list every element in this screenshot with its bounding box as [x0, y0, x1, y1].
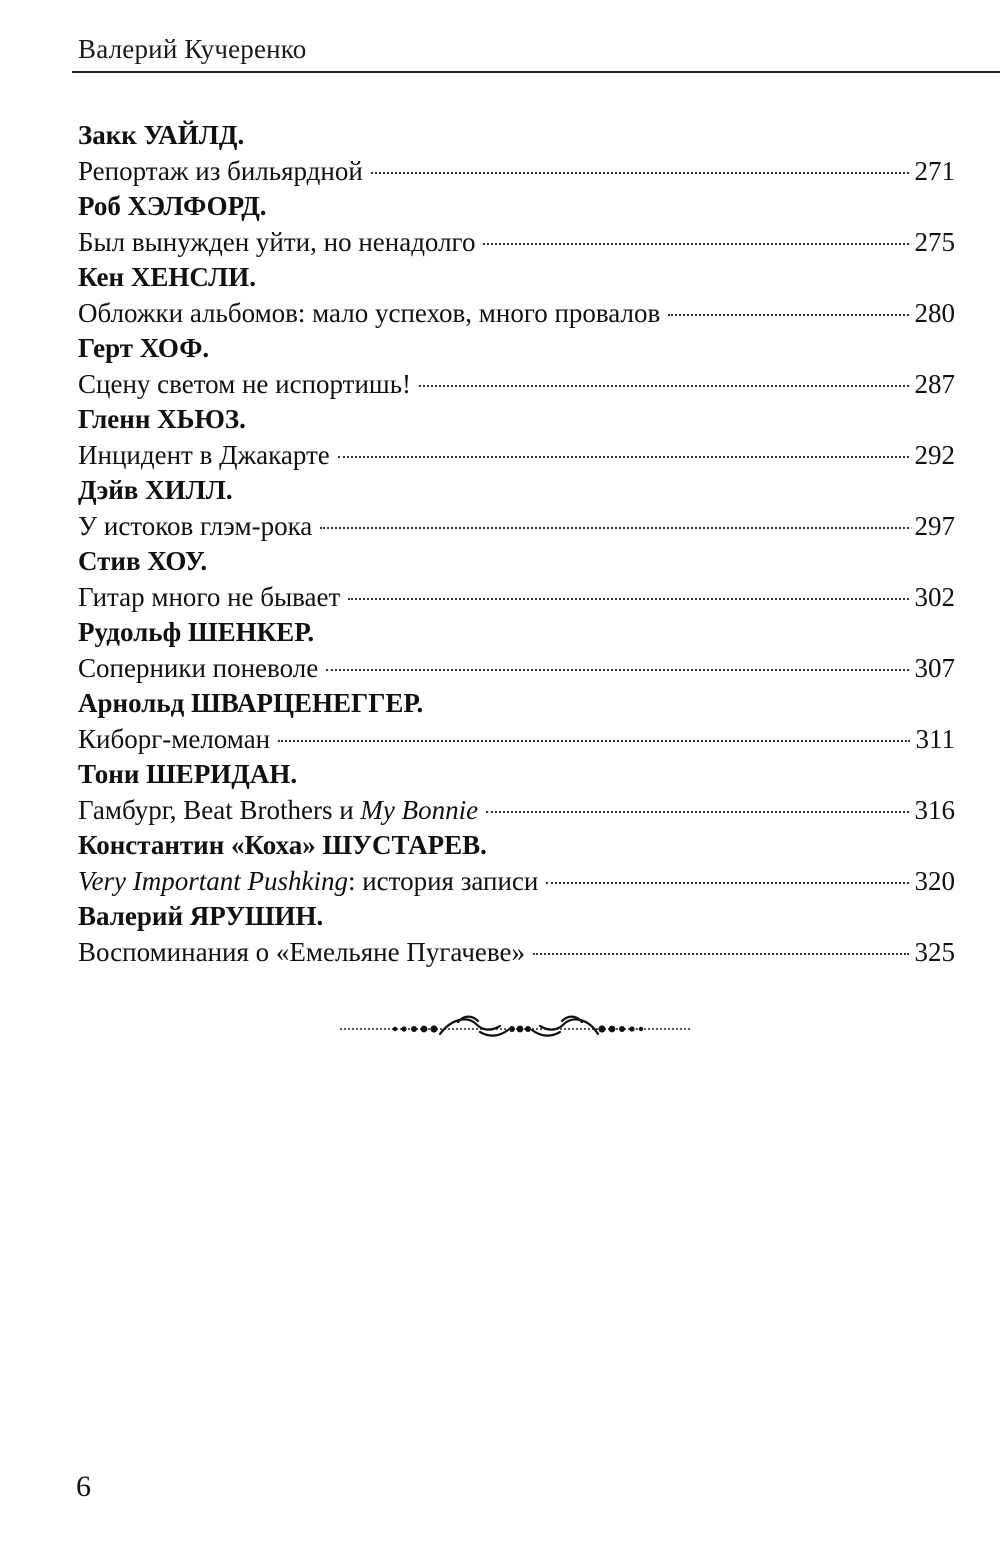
- toc-entry-title: Репортаж из бильярдной: [78, 156, 363, 186]
- toc-entry[interactable]: [78, 863, 955, 899]
- dot-leader: [419, 385, 908, 387]
- toc-entry-title: [78, 792, 478, 828]
- toc-author: Арнольд ШВАРЦЕНЕГГЕР.: [78, 688, 424, 718]
- toc-page-number: 325: [914, 937, 955, 967]
- dot-leader: [278, 740, 909, 742]
- toc-entry-title-italic: My Bonnie: [360, 795, 479, 825]
- dot-leader: [486, 811, 908, 813]
- toc-author: Закк УАЙЛД.: [78, 120, 245, 150]
- toc-entry-title-plain: Гамбург, Beat Brothers и: [78, 795, 361, 825]
- toc-author: Рудольф ШЕНКЕР.: [78, 617, 315, 647]
- toc-entry-title: Киборг-меломан: [78, 724, 271, 754]
- toc-entry-title: Гитар много не бывает: [78, 582, 341, 612]
- toc-page-number: 302: [914, 582, 955, 612]
- toc-entry-title: Обложки альбомов: мало успехов, много провалов: [78, 298, 661, 328]
- decorative-ornament-divider: [340, 1012, 690, 1042]
- toc-entry[interactable]: [78, 508, 955, 544]
- toc-author: Роб ХЭЛФОРД.: [78, 191, 267, 221]
- page-number: 6: [76, 1470, 91, 1503]
- toc-author: Константин «Коха» ШУСТАРЕВ.: [78, 830, 487, 860]
- toc-page-number: 292: [914, 440, 955, 470]
- dot-leader: [483, 243, 908, 245]
- dot-leader: [546, 882, 908, 884]
- toc-page-number: 307: [914, 653, 955, 683]
- dot-leader: [371, 172, 909, 174]
- toc-entry-title: [78, 863, 538, 899]
- toc-page-number: 297: [914, 511, 955, 541]
- toc-entry-title: Соперники поневоле: [78, 653, 319, 683]
- dot-leader: [533, 953, 909, 955]
- table-of-contents: [78, 118, 955, 970]
- toc-author: Валерий ЯРУШИН.: [78, 901, 324, 931]
- toc-page-number: 320: [914, 866, 955, 896]
- dot-leader: [348, 598, 908, 600]
- toc-page-number: 275: [914, 227, 955, 257]
- toc-entry[interactable]: [78, 579, 955, 615]
- toc-page-number: 316: [914, 795, 955, 825]
- toc-author: Дэйв ХИЛЛ.: [78, 475, 233, 505]
- toc-page-number: 287: [914, 369, 955, 399]
- dot-leader: [326, 669, 908, 671]
- toc-page-number: 280: [914, 298, 955, 328]
- toc-entry[interactable]: [78, 153, 955, 189]
- toc-entry-title: Был вынужден уйти, но ненадолго: [78, 227, 476, 257]
- toc-entry[interactable]: [78, 721, 955, 757]
- dot-leader: [668, 314, 908, 316]
- toc-entry[interactable]: [78, 650, 955, 686]
- dot-leader: [320, 527, 908, 529]
- toc-entry-title: У истоков глэм-рока: [78, 511, 313, 541]
- toc-entry[interactable]: [78, 792, 955, 828]
- toc-entry[interactable]: [78, 366, 955, 402]
- toc-author: Тони ШЕРИДАН.: [78, 759, 298, 789]
- toc-author: Гленн ХЬЮЗ.: [78, 404, 246, 434]
- toc-entry[interactable]: [78, 224, 955, 260]
- toc-entry-title: Инцидент в Джакарте: [78, 440, 330, 470]
- toc-entry-title-plain: : история записи: [347, 866, 539, 896]
- toc-entry-title: Сцену светом не испортишь!: [78, 369, 412, 399]
- toc-author: Стив ХОУ.: [78, 546, 208, 576]
- toc-entry[interactable]: [78, 934, 955, 970]
- toc-entry[interactable]: [78, 437, 955, 473]
- dot-leader: [338, 456, 909, 458]
- header-rule: [72, 71, 1000, 73]
- running-head: Валерий Кучеренко: [78, 34, 307, 64]
- toc-page-number: 271: [914, 156, 955, 186]
- toc-author: Кен ХЕНСЛИ.: [78, 262, 257, 292]
- toc-entry-title: Воспоминания о «Емельяне Пугачеве»: [78, 937, 525, 967]
- toc-entry-title-italic: Very Important Pushking: [78, 866, 348, 896]
- toc-page-number: 311: [915, 724, 955, 754]
- toc-author: Герт ХОФ.: [78, 333, 210, 363]
- toc-entry[interactable]: [78, 295, 955, 331]
